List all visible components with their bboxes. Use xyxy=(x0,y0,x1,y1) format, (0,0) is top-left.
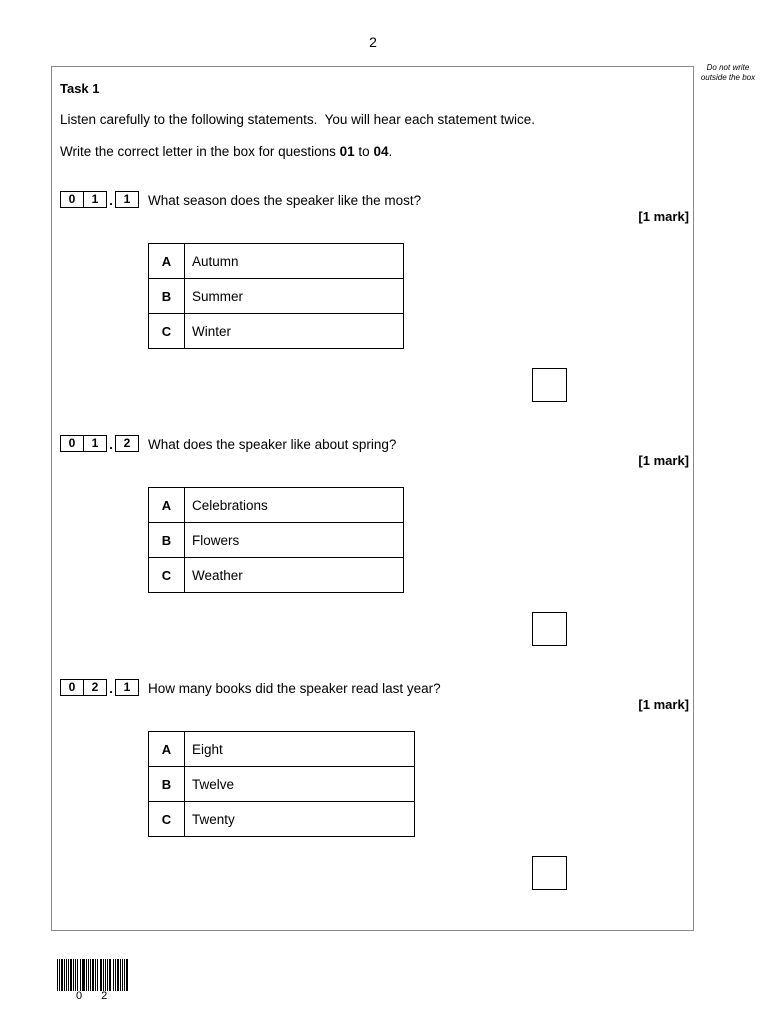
option-text: Flowers xyxy=(185,523,404,558)
instruction-write-pre: Write the correct letter in the box for questions xyxy=(60,144,340,159)
instruction-write xyxy=(60,144,392,159)
instruction-write-to: 04 xyxy=(373,144,389,159)
question-mark: [1 mark] xyxy=(638,697,689,712)
option-letter: B xyxy=(149,279,185,314)
question-number xyxy=(60,435,139,452)
option-text: Autumn xyxy=(185,244,404,279)
barcode-number: 0 2 xyxy=(76,990,116,1002)
option-row xyxy=(149,558,404,593)
answer-box[interactable] xyxy=(532,612,567,646)
instruction-listen: Listen carefully to the following statements. You will hear each statement twice. xyxy=(60,112,536,127)
question-number-digit: 2 xyxy=(84,679,107,696)
option-row xyxy=(149,488,404,523)
option-text: Weather xyxy=(185,558,404,593)
option-row xyxy=(149,244,404,279)
option-letter: B xyxy=(149,767,185,802)
question-mark: [1 mark] xyxy=(638,209,689,224)
question-number-digit: 0 xyxy=(60,679,84,696)
options-table xyxy=(148,487,404,593)
question-text: What does the speaker like about spring? xyxy=(148,437,397,452)
answer-box[interactable] xyxy=(532,368,567,402)
option-letter: C xyxy=(149,802,185,837)
margin-note: Do not write outside the box xyxy=(700,63,756,82)
question-number-digit: 0 xyxy=(60,191,84,208)
question-number-dot: . xyxy=(109,681,113,696)
barcode-image xyxy=(57,959,128,991)
option-letter: A xyxy=(149,732,185,767)
options-table xyxy=(148,731,415,837)
option-letter: A xyxy=(149,244,185,279)
page-number: 2 xyxy=(369,34,377,50)
option-text: Winter xyxy=(185,314,404,349)
answer-box[interactable] xyxy=(532,856,567,890)
option-text: Twelve xyxy=(185,767,415,802)
option-row xyxy=(149,523,404,558)
question-number xyxy=(60,191,139,208)
question-number-sub: 1 xyxy=(115,191,139,208)
question-number-digit: 0 xyxy=(60,435,84,452)
option-text: Twenty xyxy=(185,802,415,837)
instruction-write-mid: to xyxy=(354,144,374,159)
option-letter: B xyxy=(149,523,185,558)
question-text: What season does the speaker like the most? xyxy=(148,193,422,208)
instruction-write-from: 01 xyxy=(339,144,355,159)
question-text: How many books did the speaker read last year? xyxy=(148,681,441,696)
option-row xyxy=(149,732,415,767)
question-number-dot: . xyxy=(109,193,113,208)
question-mark: [1 mark] xyxy=(638,453,689,468)
option-row xyxy=(149,802,415,837)
option-row xyxy=(149,279,404,314)
option-letter: C xyxy=(149,314,185,349)
options-table xyxy=(148,243,404,349)
question-number-dot: . xyxy=(109,437,113,452)
question-number-sub: 2 xyxy=(115,435,139,452)
option-letter: A xyxy=(149,488,185,523)
question-number xyxy=(60,679,139,696)
option-text: Eight xyxy=(185,732,415,767)
option-text: Summer xyxy=(185,279,404,314)
option-row xyxy=(149,767,415,802)
option-row xyxy=(149,314,404,349)
option-text: Celebrations xyxy=(185,488,404,523)
question-number-sub: 1 xyxy=(115,679,139,696)
question-number-digit: 1 xyxy=(84,435,107,452)
task-title: Task 1 xyxy=(60,81,100,96)
question-number-digit: 1 xyxy=(84,191,107,208)
instruction-write-post: . xyxy=(388,144,393,159)
option-letter: C xyxy=(149,558,185,593)
